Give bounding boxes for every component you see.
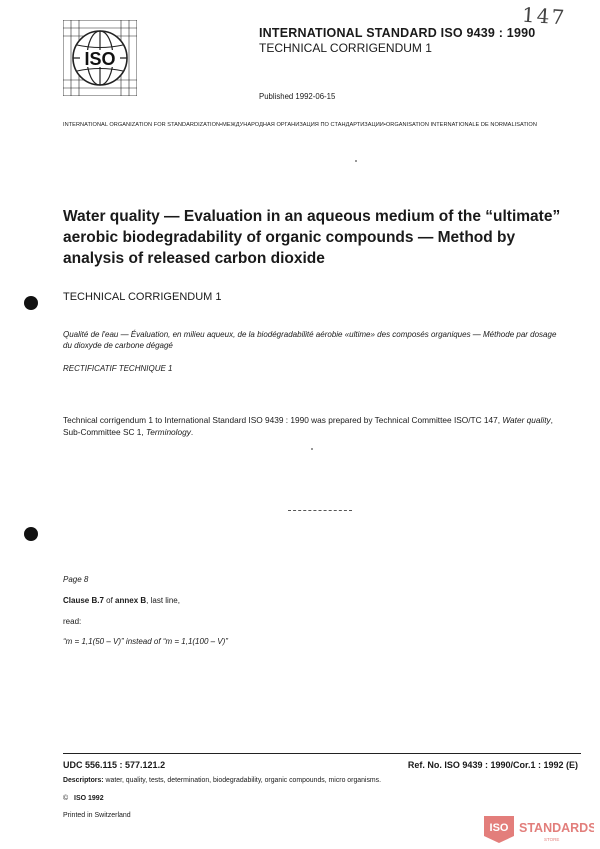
handwritten-page-number: 147 — [521, 2, 567, 30]
reference-number: Ref. No. ISO 9439 : 1990/Cor.1 : 1992 (E) — [407, 760, 578, 770]
correction-formula: “m = 1,1(50 – V)” instead of “m = 1,1(100 – V)” — [63, 637, 228, 646]
clause-text: of — [103, 596, 116, 605]
iso-globe-icon — [63, 20, 137, 96]
read-label: read: — [63, 617, 82, 626]
standard-title: INTERNATIONAL STANDARD ISO 9439 : 1990 — [259, 26, 536, 40]
clause-reference — [63, 596, 180, 605]
punch-hole-icon — [24, 527, 38, 541]
svg-text:ISO: ISO — [489, 822, 509, 834]
section-separator — [288, 510, 352, 511]
iso-logo — [63, 20, 137, 96]
technical-corrigendum-label: TECHNICAL CORRIGENDUM 1 — [63, 291, 222, 303]
copyright-symbol: © — [63, 795, 69, 802]
intro-italic: Water quality — [502, 415, 551, 425]
intro-italic: Terminology — [146, 427, 191, 437]
store-logo-icon — [482, 814, 594, 844]
clause-bold: annex B — [115, 596, 147, 605]
descriptors-text: water, quality, tests, determination, biodegradability, organic compounds, micro organisms. — [103, 777, 382, 784]
intro-text: , Sub-Committee SC 1, — [63, 415, 553, 437]
published-date: Published 1992-06-15 — [259, 92, 336, 101]
intro-text: . — [190, 427, 194, 437]
clause-text: , last line, — [146, 596, 180, 605]
descriptors — [63, 777, 381, 784]
speck — [355, 160, 357, 162]
copyright — [63, 795, 104, 802]
clause-bold: Clause B.7 — [63, 596, 104, 605]
svg-text:STANDARDS: STANDARDS — [519, 821, 594, 835]
svg-text:STORE: STORE — [544, 837, 560, 842]
document-title: Water quality — Evaluation in an aqueous medium of the “ultimate” aerobic biodegradability of organic compounds — Method by analysis of released carbon dioxide — [63, 208, 561, 267]
svg-text:ISO: ISO — [84, 49, 116, 69]
french-subtitle: RECTIFICATIF TECHNIQUE 1 — [63, 364, 173, 373]
intro-text: Technical corrigendum 1 to International Standard ISO 9439 : 1990 was prepared by Technical Committee ISO/TC 147, — [63, 415, 503, 425]
store-watermark-logo — [482, 814, 594, 844]
speck — [311, 448, 313, 450]
standard-subtitle: TECHNICAL CORRIGENDUM 1 — [259, 41, 432, 55]
page-reference: Page 8 — [63, 575, 89, 584]
footer-rule — [63, 753, 581, 754]
punch-hole-icon — [24, 296, 38, 310]
udc-code: UDC 556.115 : 577.121.2 — [63, 760, 166, 770]
descriptors-label: Descriptors: — [63, 777, 104, 784]
printed-location: Printed in Switzerland — [63, 812, 131, 819]
french-title: Qualité de l'eau — Évaluation, en milieu aqueux, de la biodégradabilité aérobie «ultime» des composés organiques — Méthode par dosage du dioxyde de carbone dégagé — [63, 330, 557, 350]
intro-paragraph — [63, 414, 563, 438]
organization-line: INTERNATIONAL ORGANIZATION FOR STANDARDIZATION•МЕЖДУНАРОДНАЯ ОРГАНИЗАЦИЯ ПО СТАНДАРТИЗАЦИИ•ORGANISATION INTERNATIONALE DE NORMALISATION — [63, 122, 537, 128]
copyright-text: ISO 1992 — [74, 795, 104, 802]
